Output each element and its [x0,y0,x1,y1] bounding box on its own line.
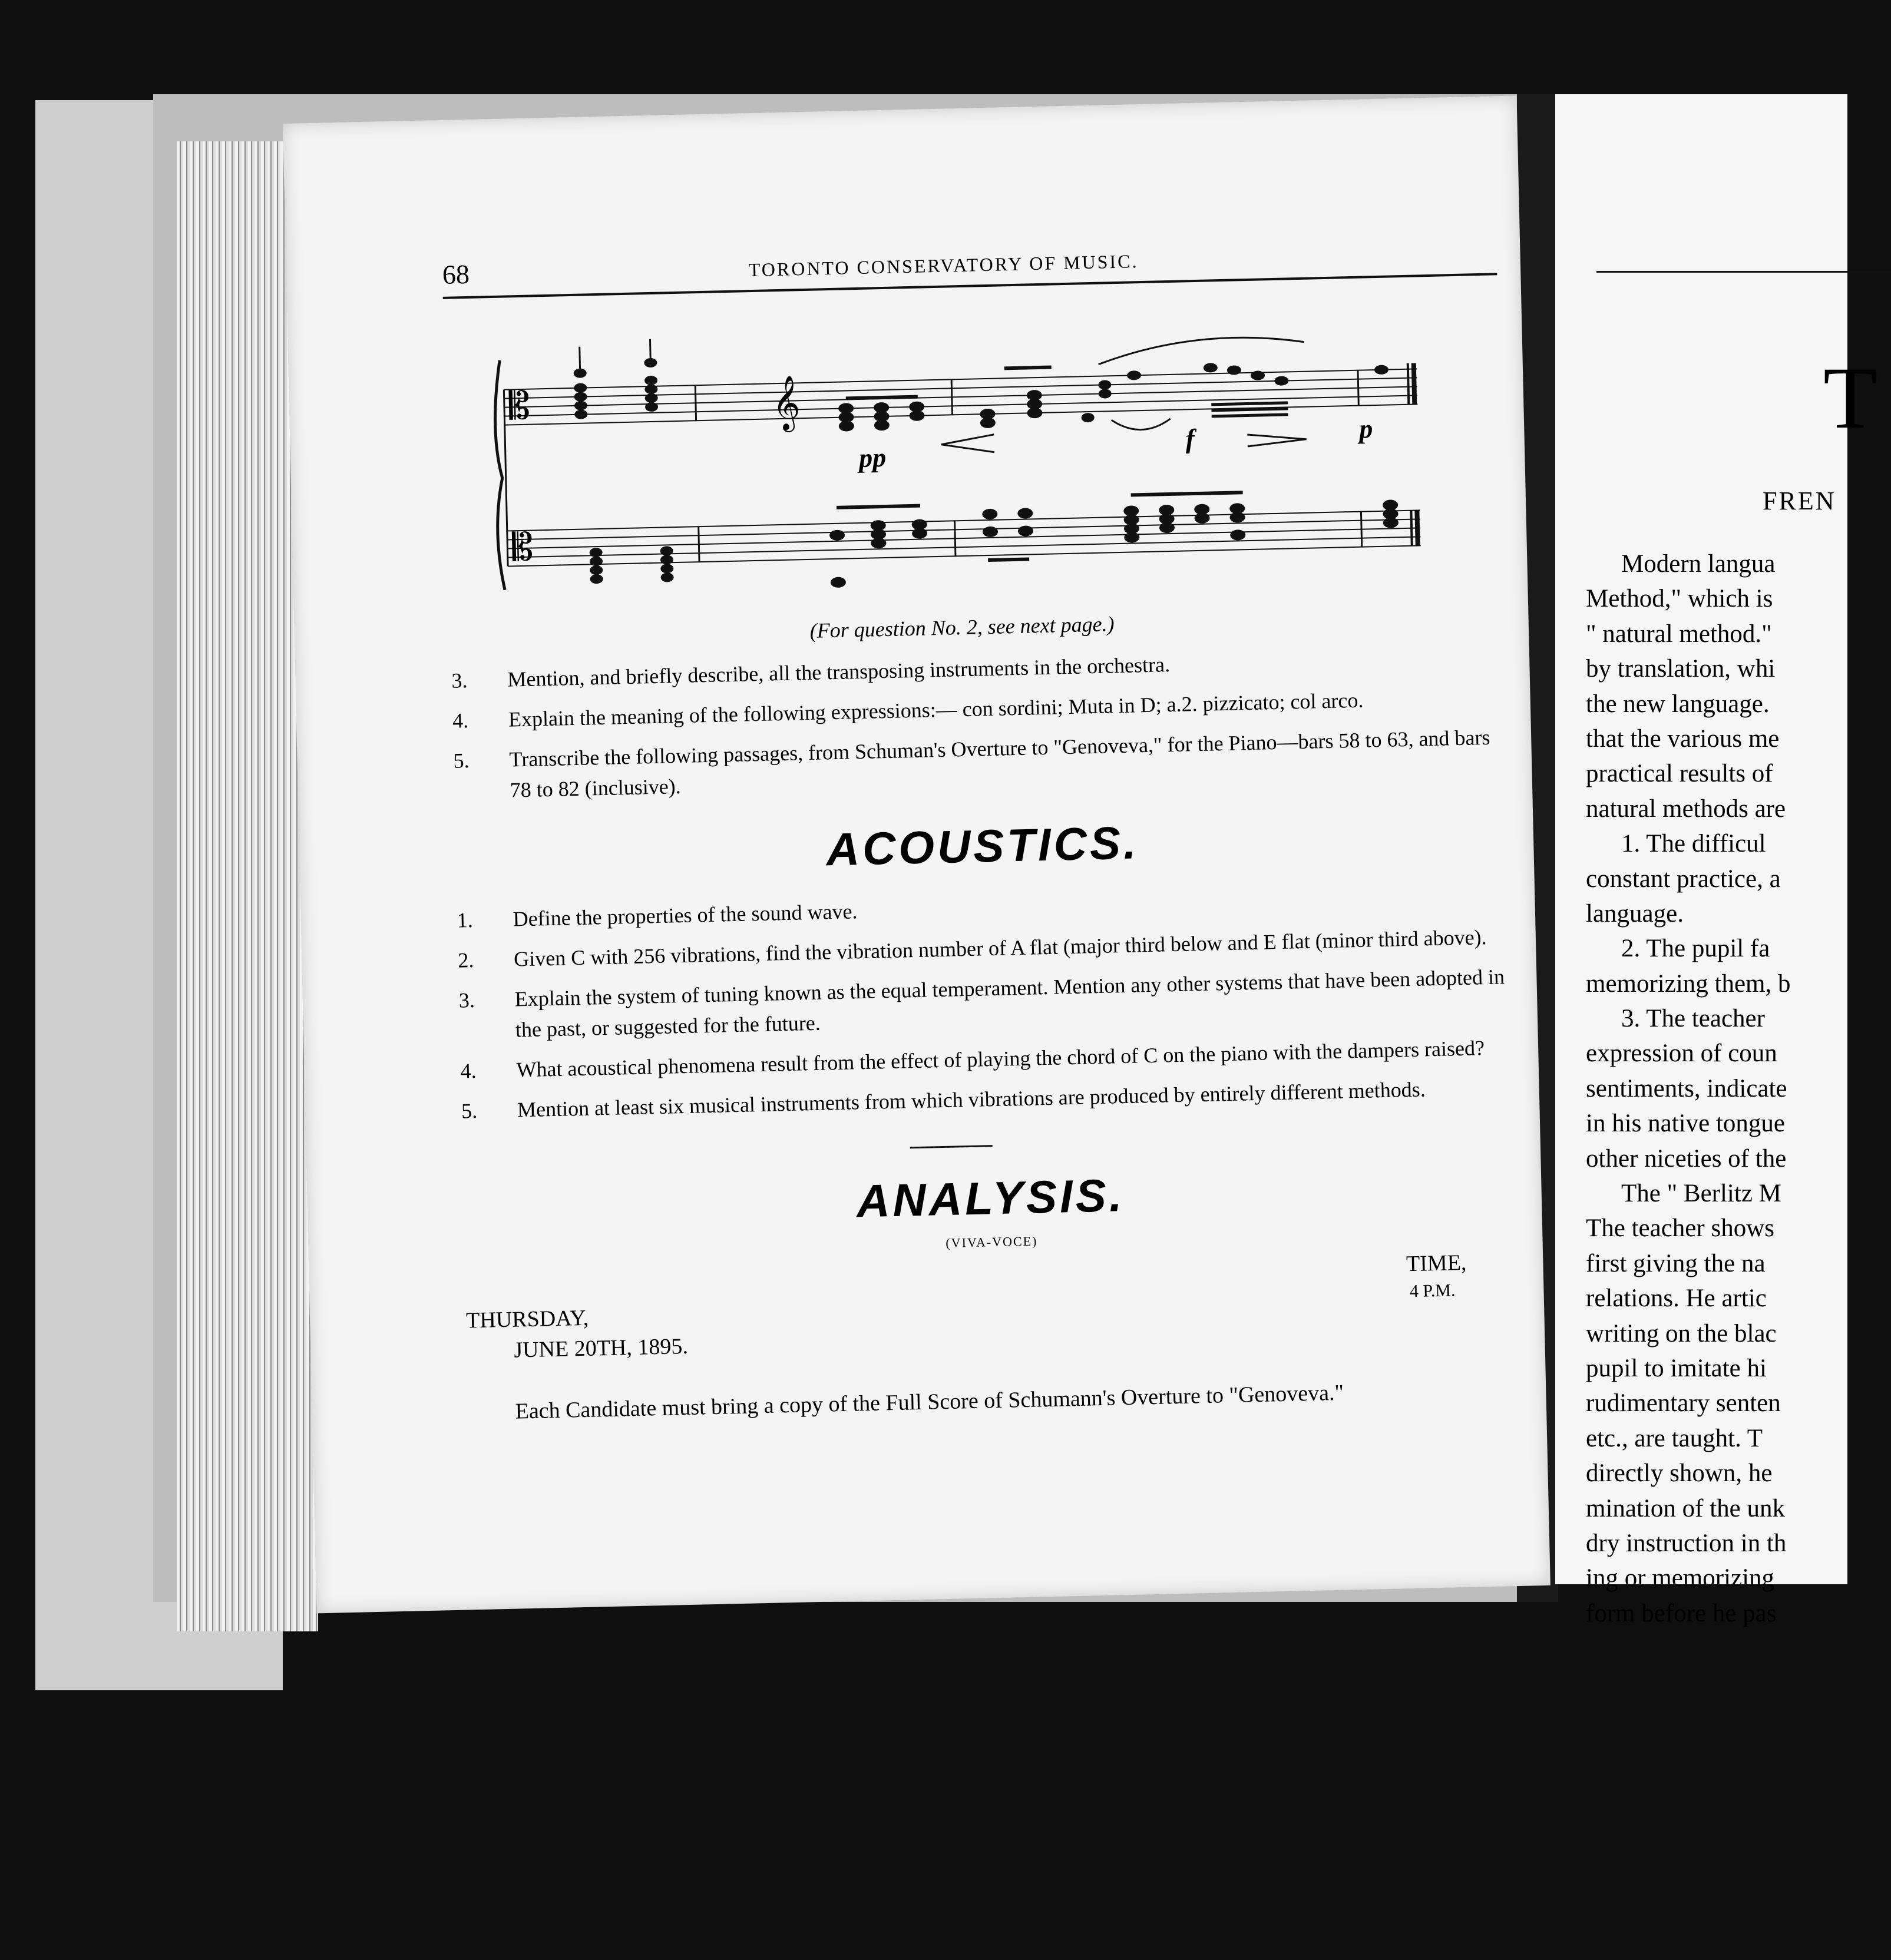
text-line: first giving the na [1586,1249,1766,1277]
text-line: in his native tongue [1586,1110,1785,1138]
text-line: rudimentary senten [1586,1389,1781,1418]
header-rule [443,273,1497,299]
exam-day: THURSDAY, [465,1305,589,1333]
text-line: language. [1586,899,1684,928]
text-line: by translation, whi [1586,655,1776,683]
left-page-content [442,231,1523,1429]
text-line: pupil to imitate hi [1586,1354,1767,1382]
right-page-ornamental-letter: T [1823,349,1877,447]
dynamic-p: p [1358,413,1373,444]
question-number: 3. [458,988,475,1012]
right-page-text [1586,547,1791,1631]
text-line: relations. He artic [1586,1284,1767,1313]
question-list [451,641,1509,807]
clef-icon: 𝄡 [511,525,534,570]
question-number: 4. [452,708,469,733]
right-page-header-rule [1596,271,1891,273]
question-item [453,721,1512,807]
text-line: constant practice, a [1586,865,1781,893]
question-number: 3. [451,668,468,693]
right-page [1555,94,1877,1627]
exam-time-label: TIME, [1406,1250,1467,1277]
question-text: What acoustical phenomena result from the effect of playing the chord of C on the piano with the dampers raised? [516,1036,1485,1082]
running-head [442,231,1497,297]
left-page [283,95,1551,1613]
text-line: The " Berlitz M [1621,1180,1781,1208]
text-line: ing or memorizing [1586,1564,1775,1592]
question-text: Mention at least six musical instruments from which vibrations are produced by entirely different methods. [517,1077,1426,1122]
question-text: Mention, and briefly describe, all the transposing instruments in the orchestra. [507,653,1171,691]
text-line: 3. The teacher [1621,1005,1765,1033]
question-number: 1. [457,908,474,932]
acoustics-question-list [457,881,1516,1127]
question-number: 5. [453,749,470,773]
candidate-note: Each Candidate must bring a copy of the Full Score of Schumann's Overture to "Genoveva." [515,1380,1344,1424]
text-line: 2. The pupil fa [1621,935,1770,963]
music-score [491,316,1427,614]
question-text: Define the properties of the sound wave. [513,899,858,931]
running-header-title: TORONTO CONSERVATORY OF MUSIC. [748,250,1139,281]
text-line: dry instruction in th [1586,1529,1787,1557]
text-line: practical results of [1586,760,1773,788]
treble-clef-icon: 𝄞 [771,375,801,431]
text-line: memorizing them, b [1586,969,1791,998]
text-line: directly shown, he [1586,1459,1773,1488]
acoustics-heading: ACOUSTICS. [825,816,1140,876]
clef-icon: 𝄡 [508,384,531,429]
text-line: sentiments, indicate [1586,1074,1787,1102]
exam-schedule [465,1249,1521,1361]
question-number: 5. [461,1098,478,1123]
section-divider [910,1145,993,1148]
text-line: expression of coun [1586,1039,1777,1068]
question-text: Explain the meaning of the following expressions:— con sordini; Muta in D; a.2. pizzicato; col arco. [508,688,1364,731]
text-line: Method," which is [1586,585,1773,613]
text-line: that the various me [1586,724,1780,753]
exam-time-value: 4 P.M. [1409,1280,1456,1302]
right-page-heading: FREN [1763,486,1836,515]
text-line: form before he pas [1586,1599,1777,1627]
analysis-subtitle: (VIVA-VOCE) [946,1233,1038,1250]
crescendo-hairpin [941,435,994,453]
music-score-svg [491,316,1427,614]
question-text: Transcribe the following passages, from Schuman's Overture to "Genoveva," for the Piano—bars 58 to 63, and bars 78 to 82 (inclusive). [509,725,1490,802]
question-text: Given C with 256 vibrations, find the vibration number of A flat (major third below and E flat (minor third above). [513,925,1487,971]
slur [1112,419,1171,431]
analysis-heading: ANALYSIS. [856,1169,1126,1227]
text-line: Modern langua [1621,550,1776,578]
text-line: The teacher shows [1586,1214,1774,1243]
text-line: the new language. [1586,690,1770,718]
exam-date: JUNE 20TH, 1895. [513,1333,689,1363]
text-line: etc., are taught. T [1586,1424,1763,1452]
question-number: 4. [460,1058,477,1083]
text-line: 1. The difficul [1621,830,1766,858]
decrescendo-hairpin [1247,433,1306,446]
barlines [504,363,1418,567]
text-line: other niceties of the [1586,1144,1787,1173]
question-text: Explain the system of tuning known as the equal temperament. Mention any other systems that have been adopted in the past, or suggested for the future. [514,965,1505,1042]
slur [1098,336,1305,365]
text-line: writing on the blac [1586,1319,1777,1348]
question-number: 2. [457,948,474,972]
dynamic-f: f [1185,423,1195,454]
page-number: 68 [442,259,470,290]
text-line: " natural method." [1586,620,1772,648]
text-line: mination of the unk [1586,1494,1785,1522]
question-item [458,961,1517,1047]
bass-staff [507,510,1421,566]
score-caption: (For question No. 2, see next page.) [809,612,1115,643]
dynamic-pp: pp [858,442,887,473]
text-line: natural methods are [1586,794,1786,823]
